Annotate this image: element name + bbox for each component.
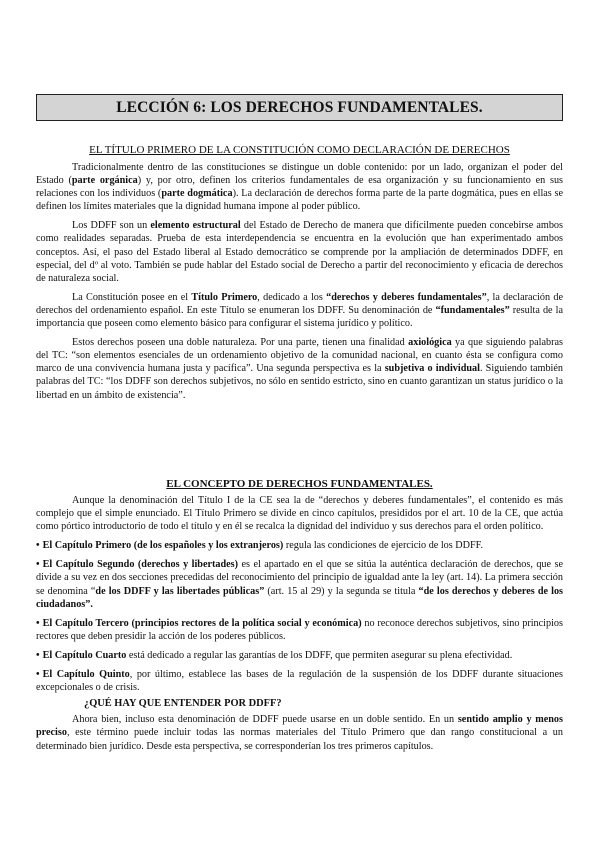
section-heading-concepto: EL CONCEPTO DE DERECHOS FUNDAMENTALES. — [166, 478, 433, 490]
paragraph: Los DDFF son un elemento estructural del Estado de Derecho de manera que difícilmente pueden concebirse ambos como realidades separadas. Prueba de esta interdependencia se encuentra en la evolución que han experimentado ambos conceptos. Así, el paso del Estado liberal al Estado democrático se comprende por la ampliación de determinados DDFF, en especial, del dº al voto. También se pude hablar del Estado social de Derecho a partir del reconocimiento y eficacia de derechos de naturaleza social. — [36, 220, 563, 284]
list-item: • El Capítulo Primero (de los españoles y los extranjeros) regula las condiciones de ejercicio de los DDFF. — [36, 539, 563, 552]
list-item: • El Capítulo Tercero (principios rectores de la política social y económica) no reconoce derechos subjetivos, sino principios rectores que deben presidir la acción de los poderes públicos. — [36, 617, 563, 643]
paragraph: Tradicionalmente dentro de las constituciones se distingue un doble contenido: por un lado, organizan el poder del Estado (parte orgánica) y, por otro, definen los criterios fundamentales de esa organización y su funcionamiento en sus relaciones con los individuos (parte dogmática). La declaración de derechos forma parte de la parte dogmática, pues en ellas se definen los límites materiales que la dignidad humana impone al poder público. — [36, 162, 564, 213]
section-body-1 — [36, 161, 563, 402]
lesson-title-box — [36, 94, 563, 121]
paragraph: Ahora bien, incluso esta denominación de DDFF puede usarse en un doble sentido. En un sentido amplio y menos preciso, este término puede incluir todas las normas materiales del Título Primero que dan rango constitucional a un determinado bien jurídico. Desde esta perspectiva, se corresponderían los tres primeros capítulos. — [36, 714, 563, 752]
list-item: • El Capítulo Cuarto está dedicado a regular las garantías de los DDFF, que permiten asegurar su plena efectividad. — [36, 649, 563, 662]
paragraph: Aunque la denominación del Título I de la CE sea la de “derechos y deberes fundamentales”, el contenido es más complejo que el simple enunciado. El Título Primero se divide en cinco capítulos, presididos por el art. 10 de la CE, que actúa como pórtico introductorio de todo el título y en él se recalca la dignidad del individuo y sus derechos para el orden político. — [36, 495, 563, 533]
question-heading: ¿QUÉ HAY QUE ENTENDER POR DDFF? — [84, 698, 282, 710]
paragraph: La Constitución posee en el Título Primero, dedicado a los “derechos y deberes fundamentales”, la declaración de derechos del ordenamiento español. En este Título se enumeran los DDFF. Su denominación de “fundamentales” resulta de la importancia que poseen como elemento básico para configurar el sistema jurídico y político. — [36, 291, 563, 330]
list-item: • El Capítulo Segundo (derechos y libertades) es el apartado en el que se sitúa la auténtica declaración de derechos, que se divide a su vez en dos secciones precedidas del reconocimiento del principio de igualdad ante la ley (art. 14). La primera sección se denomina “de los DDFF y las libertades públicas” (art. 15 al 29) y la segunda se titula “de los derechos y deberes de los ciudadanos”. — [36, 558, 563, 610]
paragraph: Estos derechos poseen una doble naturaleza. Por una parte, tienen una finalidad axiológica ya que siguiendo palabras del TC: “son elementos esenciales de un ordenamiento objetivo de la comunidad nacional, en cuanto ésta se configura como marco de una convivencia humana justa y pacífica”. Una segunda perspectiva es la subjetiva o individual. Siguiendo también palabras del TC: “los DDFF son derechos subjetivos, no sólo en sentido estricto, sino en cuanto garantizan un status jurídico o la libertad en un ámbito de existencia”. — [36, 337, 563, 401]
list-item: • El Capítulo Quinto, por último, establece las bases de la regulación de la suspensión de los DDFF durante situaciones excepcionales o de crisis. — [36, 668, 563, 694]
section-body-2 — [36, 494, 563, 753]
section-heading-titulo-primero: EL TÍTULO PRIMERO DE LA CONSTITUCIÓN COMO DECLARACIÓN DE DERECHOS — [89, 144, 510, 156]
lesson-title: LECCIÓN 6: LOS DERECHOS FUNDAMENTALES. — [116, 98, 483, 116]
